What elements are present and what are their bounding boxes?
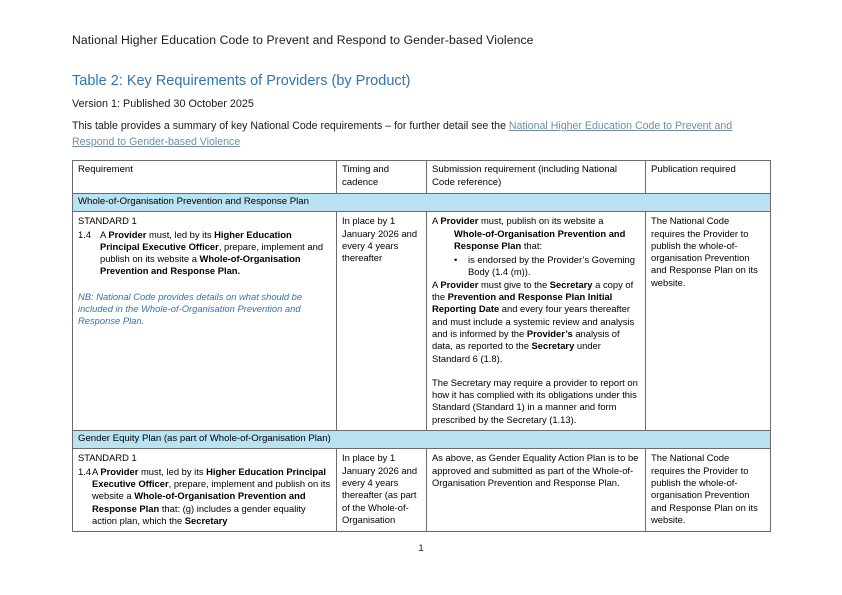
column-header-timing: Timing and cadence	[337, 161, 427, 194]
page-number: 1	[418, 543, 424, 554]
term-secretary: Secretary	[549, 278, 593, 290]
document-header-title: National Higher Education Code to Prevent and Respond to Gender-based Violence	[72, 33, 534, 47]
term-provider: Provider	[108, 228, 147, 240]
cell-publication: The National Code requires the Provider to publish the whole-of-organisation Prevention and Response Plan on its website.	[646, 449, 771, 532]
text: must, publish on its website a	[478, 215, 604, 227]
submission-paragraph-2	[432, 279, 640, 365]
table-row	[73, 212, 771, 431]
text: a copy of the	[432, 278, 634, 303]
cell-timing: In place by 1 January 2026 and every 4 years thereafter	[337, 212, 427, 431]
text: must give to the	[478, 278, 550, 290]
standard-label: STANDARD 1	[78, 452, 137, 464]
clause-text: must, led by its	[146, 228, 215, 240]
standard-label: STANDARD 1	[78, 215, 137, 227]
clause-number: 1.4	[78, 465, 92, 477]
bullet-text: is endorsed by the Provider’s Governing Body (1.4 (m)).	[468, 254, 635, 278]
clause-text: A	[100, 228, 109, 240]
text: A	[432, 215, 441, 227]
table-heading: Table 2: Key Requirements of Providers (by Product)	[72, 73, 411, 89]
submission-paragraph-3: The Secretary may require a provider to report on how it has complied with its obligations under this Standard (Standard 1) in a manner and form prescribed by the Secretary (1.13).	[432, 376, 638, 425]
cell-requirement	[73, 212, 337, 431]
submission-subline	[454, 228, 640, 253]
clause-text: , prepare, implement and publish on its website a	[100, 240, 324, 265]
bullet-icon: •	[454, 254, 458, 266]
cell-timing: In place by 1 January 2026 and every 4 years thereafter (as part of the Whole-of-Organisation	[337, 449, 427, 532]
clause-text: that: (g) includes a gender equality action plan, which the	[92, 502, 306, 526]
table-header-row	[73, 161, 771, 194]
submission-paragraph-1	[432, 215, 640, 227]
term-providers: Provider’s	[526, 327, 573, 339]
intro-paragraph	[72, 118, 772, 150]
clause-body	[92, 466, 331, 527]
clause-number: 1.4	[78, 228, 92, 240]
submission-bullet	[454, 254, 640, 279]
clause-text: , prepare, implement and publish on its website a	[92, 477, 331, 502]
column-header-publication: Publication required	[646, 161, 771, 194]
section-band-whole-of-organisation	[73, 194, 771, 212]
term-provider: Provider	[100, 465, 139, 477]
section-band-label: Gender Equity Plan (as part of Whole-of-Organisation Plan)	[73, 431, 771, 449]
clause	[78, 466, 331, 527]
term-plan: Whole-of-Organisation Prevention and Response Plan.	[100, 253, 301, 277]
table-row	[73, 449, 771, 532]
column-header-requirement: Requirement	[73, 161, 337, 194]
text: that:	[521, 239, 543, 251]
term-provider: Provider	[440, 215, 479, 227]
column-header-submission: Submission requirement (including National Code reference)	[427, 161, 646, 194]
clause-text: must, led by its	[138, 465, 207, 477]
clause-text: A	[92, 465, 101, 477]
term-initial-reporting-date: Prevention and Response Plan Initial Reporting Date	[432, 291, 613, 315]
term-secretary: Secretary	[184, 514, 228, 526]
term-provider: Provider	[440, 278, 479, 290]
text: under Standard 6 (1.8).	[432, 340, 601, 364]
national-code-link[interactable]: National Higher Education Code to Prevent and Respond to Gender-based Violence	[72, 120, 733, 148]
section-band-label: Whole-of-Organisation Prevention and Response Plan	[73, 194, 771, 212]
term-plan: Whole-of-Organisation Prevention and Response Plan	[454, 227, 626, 251]
section-band-gender-equity-plan	[73, 431, 771, 449]
cell-submission: As above, as Gender Equality Action Plan is to be approved and submitted as part of the Whole-of-Organisation Prevention and Response Plan.	[427, 449, 646, 532]
cell-publication: The National Code requires the Provider to publish the whole-of-organisation Prevention and Response Plan on its website.	[646, 212, 771, 431]
term-hepeo: Higher Education Principal Executive Officer	[92, 465, 326, 489]
cell-requirement	[73, 449, 337, 532]
term-hepeo: Higher Education Principal Executive Officer	[100, 228, 292, 252]
note-nb: NB: National Code provides details on what should be included in the Whole-of-Organisation Prevention and Response Plan.	[78, 290, 303, 327]
term-plan: Whole-of-Organisation Prevention and Response Plan	[92, 490, 306, 514]
cell-submission	[427, 212, 646, 431]
clause-body	[100, 229, 331, 278]
version-line: Version 1: Published 30 October 2025	[72, 98, 254, 110]
text: A	[432, 278, 441, 290]
text: analysis of data, as reported to the	[432, 327, 620, 352]
requirements-table	[72, 160, 771, 532]
clause	[78, 229, 331, 278]
intro-text: This table provides a summary of key National Code requirements – for further detail see the	[72, 120, 509, 132]
text: and every four years thereafter and must include a systemic review and analysis and is informed by the	[432, 303, 635, 339]
term-secretary: Secretary	[531, 340, 575, 352]
